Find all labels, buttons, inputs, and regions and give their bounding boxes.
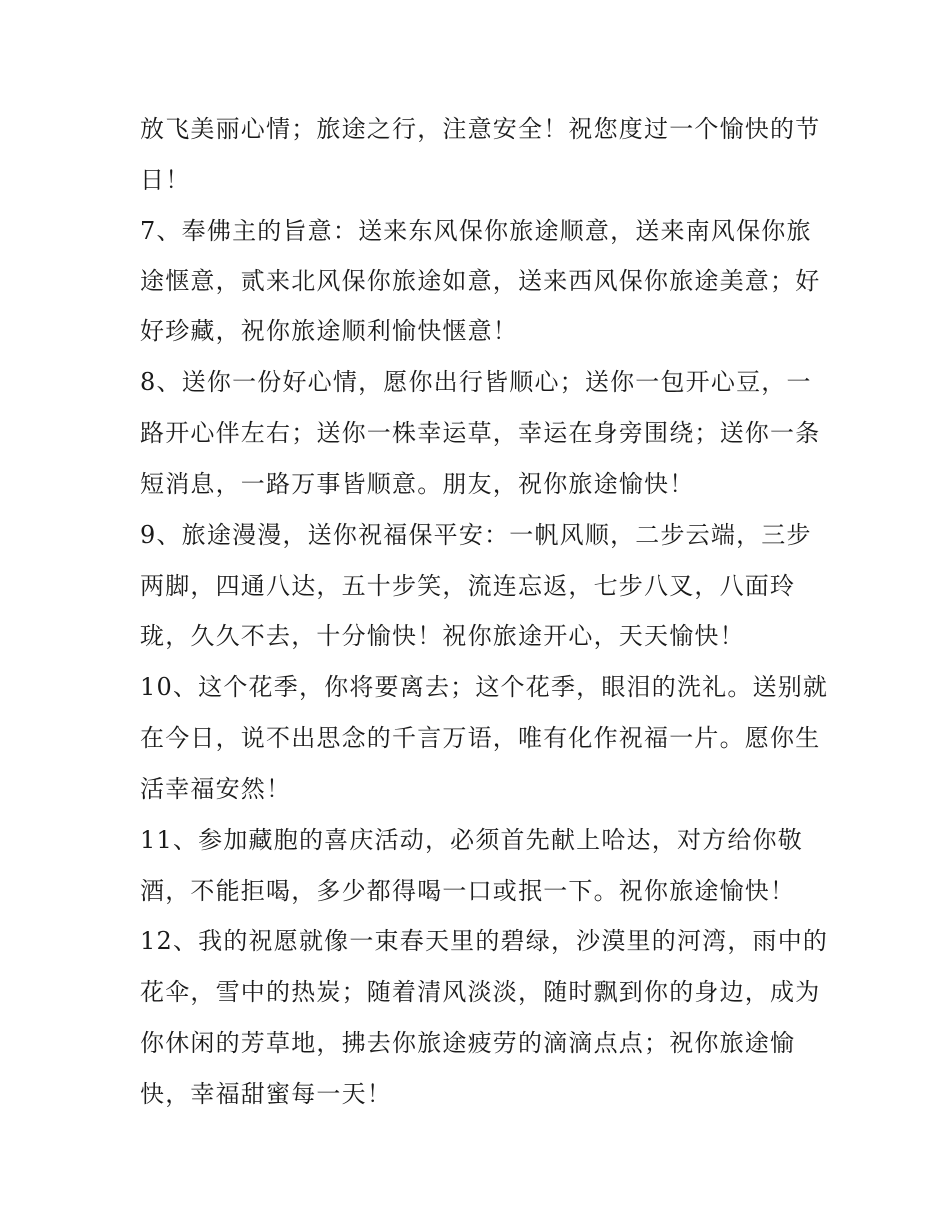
text-line: 好珍藏，祝你旅途顺利愉快惬意！ [140, 317, 518, 345]
text-line: 活幸福安然！ [140, 775, 292, 803]
text-line: 12、我的祝愿就像一束春天里的碧绿，沙漠里的河湾，雨中的 [140, 927, 829, 955]
text-line: 你休闲的芳草地，拂去你旅途疲劳的滴滴点点；祝你旅途愉 [140, 1029, 796, 1057]
text-line: 酒，不能拒喝，多少都得喝一口或抿一下。祝你旅途愉快！ [140, 877, 796, 905]
text-line: 7、奉佛主的旨意：送来东风保你旅途顺意，送来南风保你旅 [140, 217, 812, 245]
text-line: 路开心伴左右；送你一株幸运草，幸运在身旁围绕；送你一条 [140, 419, 821, 447]
text-line: 短消息，一路万事皆顺意。朋友，祝你旅途愉快！ [140, 470, 695, 498]
text-line: 两脚，四通八达，五十步笑，流连忘返，七步八叉，八面玲 [140, 572, 796, 600]
text-line: 10、这个花季，你将要离去；这个花季，眼泪的洗礼。送别就 [140, 673, 829, 701]
text-line: 放飞美丽心情；旅途之行，注意安全！祝您度过一个愉快的节 [140, 115, 821, 143]
text-line: 日！ [140, 166, 191, 194]
text-line: 9、旅途漫漫，送你祝福保平安：一帆风顺，二步云端，三步 [140, 521, 812, 549]
text-line: 珑，久久不去，十分愉快！祝你旅途开心，天天愉快！ [140, 622, 745, 650]
text-line: 花伞，雪中的热炭；随着清风淡淡，随时飘到你的身边，成为 [140, 978, 821, 1006]
text-line: 途惬意，贰来北风保你旅途如意，送来西风保你旅途美意；好 [140, 267, 821, 295]
text-line: 11、参加藏胞的喜庆活动，必须首先献上哈达，对方给你敬 [140, 826, 803, 854]
text-line: 在今日，说不出思念的千言万语，唯有化作祝福一片。愿你生 [140, 724, 821, 752]
text-line: 快，幸福甜蜜每一天！ [140, 1080, 392, 1108]
text-line: 8、送你一份好心情，愿你出行皆顺心；送你一包开心豆，一 [140, 368, 812, 396]
